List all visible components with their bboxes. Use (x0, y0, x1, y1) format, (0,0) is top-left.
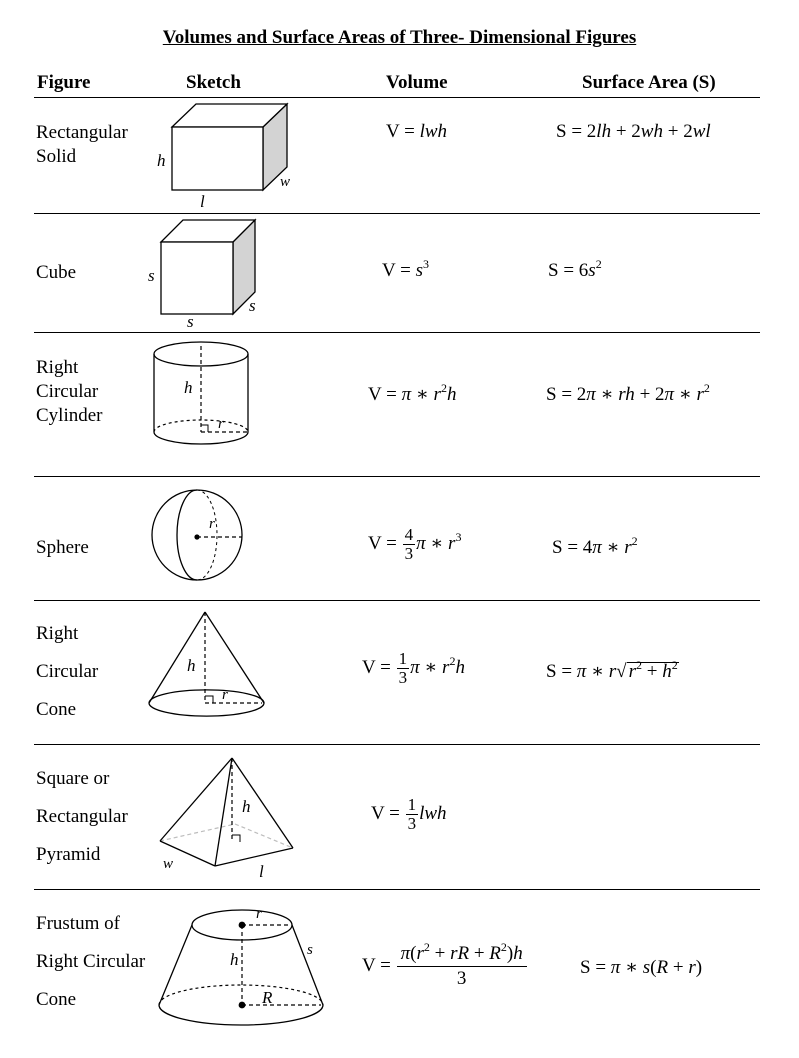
header-surface-area: Surface Area (S) (582, 72, 716, 93)
header-volume: Volume (386, 72, 448, 93)
volume-cube: $V = s^3$ (382, 257, 429, 281)
label-h: h (157, 151, 166, 170)
volume-rectangular-solid: V = lwh (386, 121, 448, 142)
figure-name-cone: Right Circular Cone (36, 623, 99, 720)
label-r: r (222, 687, 228, 703)
label-h: h (187, 656, 196, 675)
label-s: s (148, 266, 155, 285)
surface-area-cylinder: S = 2π ∗ rh + 2π ∗ $r^2$ (546, 381, 710, 405)
label-r: r (256, 906, 262, 922)
figure-name-rectangular-solid: Rectangular Solid (36, 122, 128, 167)
label-h: h (230, 950, 239, 969)
frustum-sketch (0, 0, 1, 1)
surface-area-cube: $S = 6s^2$ (548, 257, 602, 281)
figure-name-sphere: Sphere (36, 537, 89, 558)
label-R: R (262, 988, 273, 1007)
header-rule (34, 97, 760, 98)
row-divider (34, 744, 760, 745)
surface-area-rectangular-solid: S = 2lh + 2wh + 2wl (556, 121, 711, 142)
figure-name-cube: Cube (36, 262, 77, 283)
label-h: h (184, 378, 193, 397)
header-sketch: Sketch (186, 72, 241, 93)
volume-cone: V = $\frac{1}{3}$ π ∗ $r^2h$ (362, 649, 465, 687)
label-s: s (307, 942, 313, 958)
row-divider (34, 889, 760, 890)
label-r: r (218, 416, 224, 432)
label-r: r (209, 516, 215, 532)
figure-name-pyramid: Square or Rectangular Pyramid (36, 768, 128, 865)
label-s: s (249, 296, 256, 315)
volume-sphere: V = $\frac{4}{3}$ π ∗ $r^3$ (368, 525, 462, 563)
row-divider (34, 600, 760, 601)
label-w: w (163, 856, 174, 872)
volume-frustum: V = $\frac{\pi(r^2 + rR + R^2)h}{3}$ (362, 942, 528, 991)
label-s: s (187, 312, 194, 331)
label-l: l (200, 192, 205, 211)
row-divider (34, 476, 760, 477)
label-l: l (259, 862, 264, 881)
row-divider (34, 332, 760, 333)
surface-area-cone: S = π ∗ r√ $r^2 + h^2$ (546, 658, 678, 682)
volume-cylinder: V = π ∗ $r^2h$ (368, 381, 457, 405)
surface-area-sphere: S = 4π ∗ $r^2$ (552, 534, 638, 558)
label-w: w (280, 174, 291, 190)
surface-area-frustum: S = π ∗ s(R + r) (580, 957, 703, 978)
row-divider (34, 213, 760, 214)
figure-name-cylinder: Right Circular Cylinder (36, 357, 103, 426)
label-h: h (242, 797, 251, 816)
figure-name-frustum: Frustum of Right Circular Cone (36, 913, 146, 1010)
page-title: Volumes and Surface Areas of Three- Dimensional Figures (162, 27, 637, 48)
volume-pyramid: V = $\frac{1}{3}$ lwh (371, 795, 447, 833)
header-figure: Figure (37, 72, 91, 93)
